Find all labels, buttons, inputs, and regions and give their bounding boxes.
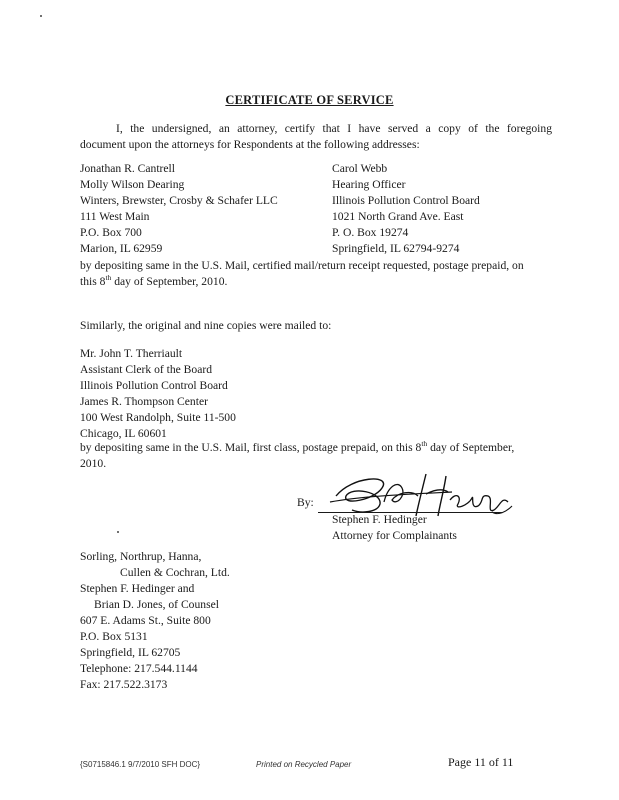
address-line: Winters, Brewster, Crosby & Schafer LLC: [80, 194, 278, 207]
clerk-address: [80, 346, 330, 442]
deposit-2-text-post: day of September,: [427, 441, 515, 454]
address-line: P.O. Box 700: [80, 226, 142, 239]
scan-speck: [117, 531, 119, 533]
address-line: Springfield, IL 62705: [80, 646, 181, 659]
address-line: James R. Thompson Center: [80, 395, 208, 408]
similarly-paragraph: Similarly, the original and nine copies were mailed to:: [80, 319, 332, 332]
ordinal-suffix: th: [421, 439, 428, 449]
deposit-1-line-b: [80, 274, 552, 290]
signer-name: Stephen F. Hedinger: [332, 513, 427, 526]
law-firm-address: [80, 549, 230, 693]
signer-title: Attorney for Complainants: [332, 529, 457, 542]
deposit-2-line-b: 2010.: [80, 457, 107, 470]
footer-doc-ref: {S0715846.1 9/7/2010 SFH DOC}: [80, 760, 201, 769]
deposit-paragraph-1: [80, 258, 552, 290]
address-line: Hearing Officer: [332, 178, 406, 191]
address-line: Brian D. Jones, of Counsel: [94, 598, 219, 611]
deposit-1-date-post: day of September, 2010.: [111, 275, 228, 288]
intro-line-1: I, the undersigned, an attorney, certify that I have served a copy of the foregoing: [116, 122, 552, 135]
respondents-address-right: [332, 161, 582, 257]
page-title: CERTIFICATE OF SERVICE: [225, 93, 394, 107]
address-line: Telephone: 217.544.1144: [80, 662, 198, 675]
address-line: Mr. John T. Therriault: [80, 347, 183, 360]
scan-speck: [40, 15, 42, 17]
address-line: Molly Wilson Dearing: [80, 178, 185, 191]
address-line: 1021 North Grand Ave. East: [332, 210, 464, 223]
address-line: Sorling, Northrup, Hanna,: [80, 550, 202, 563]
deposit-1-date-pre: this 8: [80, 275, 106, 288]
address-line: Fax: 217.522.3173: [80, 678, 168, 691]
address-line: 111 West Main: [80, 210, 150, 223]
intro-paragraph: [80, 121, 552, 137]
address-line: Cullen & Cochran, Ltd.: [120, 566, 230, 579]
intro-line-2: document upon the attorneys for Respondents at the following addresses:: [80, 138, 420, 151]
ordinal-suffix: th: [105, 273, 112, 283]
address-line: Carol Webb: [332, 162, 388, 175]
address-line: Illinois Pollution Control Board: [80, 379, 228, 392]
deposit-2-line-a: [80, 440, 552, 456]
address-line: Assistant Clerk of the Board: [80, 363, 213, 376]
address-line: P.O. Box 5131: [80, 630, 148, 643]
by-label: By:: [297, 496, 314, 509]
address-line: Illinois Pollution Control Board: [332, 194, 480, 207]
footer-recycled-note: Printed on Recycled Paper: [256, 760, 352, 769]
address-line: Jonathan R. Cantrell: [80, 162, 175, 175]
respondents-address-left: [80, 161, 330, 257]
address-line: 607 E. Adams St., Suite 800: [80, 614, 211, 627]
deposit-2-text-pre: by depositing same in the U.S. Mail, first class, postage prepaid, on this 8: [80, 441, 422, 454]
address-line: 100 West Randolph, Suite 11-500: [80, 411, 236, 424]
address-line: Marion, IL 62959: [80, 242, 163, 255]
page-number: Page 11 of 11: [448, 755, 514, 769]
address-line: P. O. Box 19274: [332, 226, 409, 239]
signer-block: [332, 512, 457, 544]
deposit-1-line-a: by depositing same in the U.S. Mail, certified mail/return receipt requested, postage prepaid, on: [80, 259, 524, 272]
address-line: Stephen F. Hedinger and: [80, 582, 195, 595]
address-line: Springfield, IL 62794-9274: [332, 242, 460, 255]
address-line: Chicago, IL 60601: [80, 427, 167, 440]
